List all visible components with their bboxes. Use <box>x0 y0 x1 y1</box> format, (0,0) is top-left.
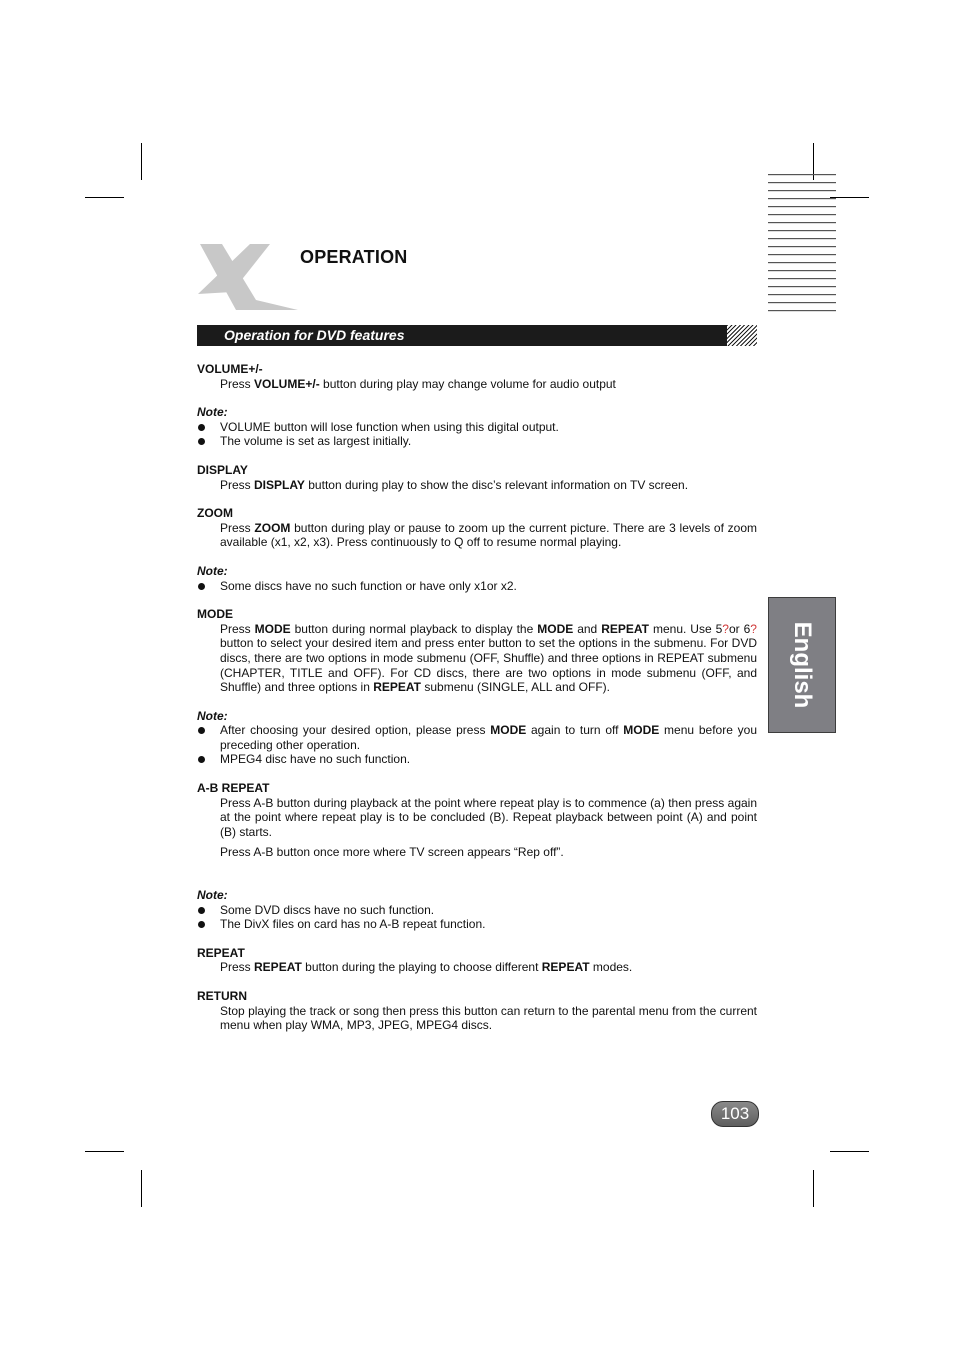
zoom-heading: ZOOM <box>197 506 233 521</box>
note-text-bold: MODE <box>490 723 527 738</box>
volume-text <box>220 377 757 392</box>
note-text: MPEG4 disc have no such function. <box>220 752 411 767</box>
down-arrow-glyph: ? <box>750 621 757 636</box>
mode-text-part: button to select your desired item and press enter button to set the options in the submenu. For DVD discs, there are two options in mode submenu (OFF, Shuffle) and three options in REPEAT submenu (CHAPTER, TITLE and OFF). For CD discs, there are two options in mode submenu (OFF, and Shuffle) and three options in <box>220 636 757 695</box>
mode-text-bold: MODE <box>254 621 291 636</box>
repeat-text-bold: REPEAT <box>541 960 590 975</box>
volume-text-part: Press <box>220 376 255 391</box>
decorative-stripes <box>768 174 836 312</box>
page-number-badge: 103 <box>711 1101 759 1127</box>
note-label: Note: <box>197 888 228 903</box>
main-content <box>197 362 757 1033</box>
volume-heading: VOLUME+/- <box>197 362 263 376</box>
note-text: Some discs have no such function or have only x1or x2. <box>220 578 517 593</box>
note-label: Note: <box>197 405 228 420</box>
repeat-text-part: button during the playing to choose different <box>301 960 542 975</box>
bullet-icon <box>198 756 205 763</box>
note-text: The DivX files on card has no A-B repeat function. <box>220 917 486 932</box>
bullet-icon <box>198 907 205 914</box>
note-text: After choosing your desired option, please press <box>220 723 491 738</box>
mode-text-part: submenu (SINGLE, ALL and OFF). <box>421 680 610 695</box>
display-text-bold: DISPLAY <box>254 477 305 492</box>
crop-mark-top-left-v <box>141 143 142 180</box>
note-label: Note: <box>197 563 228 578</box>
note-text: Some DVD discs have no such function. <box>220 902 435 917</box>
repeat-heading: REPEAT <box>197 945 245 960</box>
note-text: The volume is set as largest initially. <box>220 434 412 449</box>
up-arrow-glyph: ? <box>722 621 729 636</box>
ab-repeat-heading: A-B REPEAT <box>197 781 270 796</box>
bullet-icon <box>198 583 205 590</box>
mode-section <box>197 607 757 695</box>
ab-repeat-text-2: Press A-B button once more where TV screen appears “Rep off”. <box>220 845 564 860</box>
language-tab <box>768 597 836 733</box>
volume-section <box>197 362 757 391</box>
return-text: Stop playing the track or song then press this button can return to the parental menu from the current menu when play WMA, MP3, JPEG, MPEG4 discs. <box>220 1003 757 1033</box>
crop-mark-bottom-left-h <box>85 1151 124 1152</box>
bullet-icon <box>198 438 205 445</box>
volume-note <box>197 405 757 449</box>
note-text: VOLUME button will lose function when using this digital output. <box>220 419 559 434</box>
crop-mark-bottom-right-h <box>830 1151 869 1152</box>
display-text <box>220 478 757 493</box>
note-label: Note: <box>197 708 228 723</box>
repeat-text <box>220 960 757 975</box>
note-text: menu before you preceding other operation. <box>220 723 757 752</box>
mode-text-part: menu. Use 5 <box>649 621 723 636</box>
zoom-note <box>197 564 757 593</box>
note-text-bold: MODE <box>623 723 660 738</box>
language-tab-label: English <box>789 621 816 709</box>
display-text-part: Press <box>220 477 255 492</box>
repeat-text-part: Press <box>220 960 255 975</box>
ab-repeat-note <box>197 888 757 932</box>
display-section <box>197 463 757 492</box>
zoom-text-part: Press <box>220 520 255 535</box>
bullet-icon <box>198 424 205 431</box>
page-title: OPERATION <box>300 247 408 267</box>
mode-text-bold: REPEAT <box>601 621 649 636</box>
ab-repeat-text: Press A-B button during playback at the point where repeat play is to commence (a) then press again at the point where repeat play is to be concluded (B). Repeat playback between point (A) and point (B) starts. <box>220 795 757 839</box>
bullet-icon <box>198 921 205 928</box>
mode-text-part: button during normal playback to display the <box>290 621 538 636</box>
zoom-text-part: button during play or pause to zoom up the current picture. There are 3 levels of zoom available (x1, x2, x3). Press continuously to Q off to resume normal playing. <box>220 520 757 550</box>
zoom-text-bold: ZOOM <box>254 520 291 535</box>
list-item <box>197 579 757 594</box>
display-text-part: button during play to show the disc’s relevant information on TV screen. <box>304 477 689 492</box>
zoom-section <box>197 506 757 550</box>
return-section <box>197 989 757 1033</box>
list-item <box>197 723 757 752</box>
repeat-text-part: modes. <box>589 960 633 975</box>
list-item <box>197 903 757 918</box>
display-heading: DISPLAY <box>197 462 248 477</box>
repeat-section <box>197 946 757 975</box>
mode-text-part: Press <box>220 621 255 636</box>
bullet-icon <box>198 727 205 734</box>
list-item <box>197 434 757 449</box>
ab-repeat-section <box>197 781 757 860</box>
mode-heading: MODE <box>197 607 233 622</box>
note-text: again to turn off <box>526 723 624 738</box>
crop-mark-bottom-right-v <box>813 1170 814 1207</box>
volume-text-bold: VOLUME+/- <box>254 376 320 391</box>
repeat-text-bold: REPEAT <box>254 960 302 975</box>
crop-mark-top-left-h <box>85 197 124 198</box>
volume-text-part: button during play may change volume for audio output <box>319 376 616 391</box>
zoom-text <box>220 521 757 550</box>
list-item <box>197 420 757 435</box>
list-item <box>197 752 757 767</box>
mode-text <box>220 622 757 695</box>
mode-text-part: and <box>573 621 602 636</box>
mode-text-bold: MODE <box>537 621 574 636</box>
section-header-bar <box>197 325 757 346</box>
list-item <box>197 917 757 932</box>
section-bar-hatch <box>727 325 757 346</box>
mode-note <box>197 709 757 767</box>
section-title: Operation for DVD features <box>224 327 405 343</box>
return-heading: RETURN <box>197 989 247 1003</box>
crop-mark-bottom-left-v <box>141 1170 142 1207</box>
mode-text-bold: REPEAT <box>373 680 422 695</box>
brand-x-logo <box>196 242 302 314</box>
mode-text-part: or 6 <box>728 621 751 636</box>
